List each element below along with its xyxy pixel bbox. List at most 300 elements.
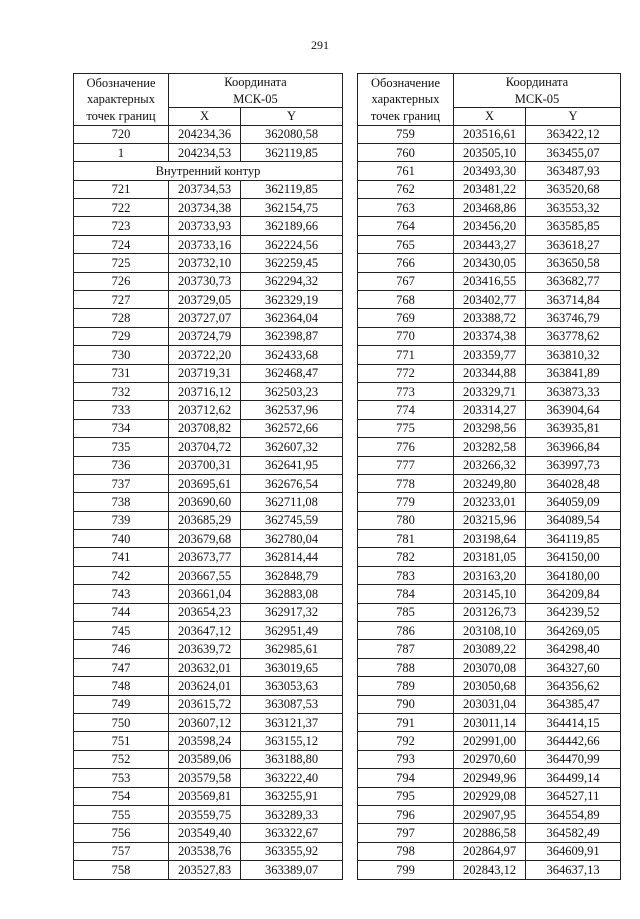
x-coordinate-cell: 203402,77 [454, 291, 526, 309]
table-row [74, 493, 343, 511]
table-row [74, 217, 343, 235]
x-coordinate-cell: 203559,75 [169, 805, 241, 823]
y-coordinate-cell: 363389,07 [241, 861, 343, 879]
y-coordinate-cell: 363553,32 [526, 199, 621, 217]
y-coordinate-cell: 362080,58 [241, 125, 343, 143]
x-coordinate-cell: 202949,96 [454, 769, 526, 787]
table-row [358, 364, 621, 382]
y-coordinate-cell: 364327,60 [526, 658, 621, 676]
point-number-cell: 750 [74, 714, 169, 732]
point-number-cell: 724 [74, 235, 169, 253]
point-number-cell: 792 [358, 732, 454, 750]
point-number-cell: 793 [358, 750, 454, 768]
y-coordinate-cell: 363019,65 [241, 658, 343, 676]
point-number-cell: 731 [74, 364, 169, 382]
y-coordinate-cell: 363422,12 [526, 125, 621, 143]
x-coordinate-cell: 203615,72 [169, 695, 241, 713]
table-row [74, 695, 343, 713]
y-coordinate-cell: 363121,37 [241, 714, 343, 732]
table-row [358, 493, 621, 511]
point-number-cell: 756 [74, 824, 169, 842]
point-number-cell: 796 [358, 805, 454, 823]
left-rows [74, 180, 343, 879]
x-coordinate-cell: 203700,31 [169, 456, 241, 474]
point-number-cell: 1 [74, 143, 169, 161]
x-coordinate-cell: 202929,08 [454, 787, 526, 805]
table-row [74, 750, 343, 768]
table-row [358, 309, 621, 327]
point-number-cell: 774 [358, 401, 454, 419]
y-coordinate-cell: 364150,00 [526, 548, 621, 566]
point-number-cell: 762 [358, 180, 454, 198]
y-coordinate-cell: 363487,93 [526, 162, 621, 180]
x-coordinate-cell: 202907,95 [454, 805, 526, 823]
point-number-cell: 748 [74, 677, 169, 695]
point-header-line3: точек границ [370, 108, 441, 123]
table-row [358, 603, 621, 621]
x-coordinate-cell: 203089,22 [454, 640, 526, 658]
y-coordinate-cell: 362154,75 [241, 199, 343, 217]
table-row [74, 364, 343, 382]
table-row [74, 658, 343, 676]
coordinate-header [169, 74, 343, 108]
point-number-cell: 797 [358, 824, 454, 842]
x-coordinate-cell: 203516,61 [454, 125, 526, 143]
point-number-cell: 733 [74, 401, 169, 419]
y-coordinate-cell: 362224,56 [241, 235, 343, 253]
x-coordinate-cell: 203632,01 [169, 658, 241, 676]
point-number-cell: 779 [358, 493, 454, 511]
y-coordinate-cell: 363714,84 [526, 291, 621, 309]
point-number-cell: 757 [74, 842, 169, 860]
x-coordinate-cell: 203679,68 [169, 530, 241, 548]
point-number-cell: 754 [74, 787, 169, 805]
x-coordinate-cell: 203716,12 [169, 382, 241, 400]
table-row [74, 566, 343, 584]
y-coordinate-cell: 364385,47 [526, 695, 621, 713]
y-coordinate-cell: 362780,04 [241, 530, 343, 548]
section-row [74, 162, 343, 180]
y-coordinate-cell: 362537,96 [241, 401, 343, 419]
x-coordinate-cell: 203729,05 [169, 291, 241, 309]
x-coordinate-cell: 202970,60 [454, 750, 526, 768]
table-row [74, 548, 343, 566]
y-coordinate-cell: 364298,40 [526, 640, 621, 658]
y-coordinate-cell: 363289,33 [241, 805, 343, 823]
x-coordinate-cell: 203673,77 [169, 548, 241, 566]
x-coordinate-cell: 203639,72 [169, 640, 241, 658]
table-row [74, 603, 343, 621]
x-coordinate-cell: 203704,72 [169, 438, 241, 456]
y-coordinate-cell: 363618,27 [526, 235, 621, 253]
y-coordinate-cell: 364180,00 [526, 566, 621, 584]
x-coordinate-cell: 203108,10 [454, 622, 526, 640]
y-coordinate-cell: 363873,33 [526, 382, 621, 400]
table-row [358, 805, 621, 823]
x-column-header: X [454, 108, 526, 126]
table-row [74, 456, 343, 474]
table-row [74, 714, 343, 732]
table-row [74, 805, 343, 823]
y-coordinate-cell: 363841,89 [526, 364, 621, 382]
table-row [74, 732, 343, 750]
x-coordinate-cell: 203579,58 [169, 769, 241, 787]
left-top-rows [74, 125, 343, 162]
x-coordinate-cell: 203730,73 [169, 272, 241, 290]
point-number-cell: 769 [358, 309, 454, 327]
table-row [358, 382, 621, 400]
y-coordinate-cell: 364499,14 [526, 769, 621, 787]
point-number-cell: 738 [74, 493, 169, 511]
table-row [74, 511, 343, 529]
x-coordinate-cell: 203685,29 [169, 511, 241, 529]
y-coordinate-cell: 363053,63 [241, 677, 343, 695]
x-coordinate-cell: 202991,00 [454, 732, 526, 750]
x-coordinate-cell: 203667,55 [169, 566, 241, 584]
point-number-cell: 771 [358, 346, 454, 364]
table-row [358, 677, 621, 695]
table-row [74, 530, 343, 548]
y-coordinate-cell: 362119,85 [241, 143, 343, 161]
point-number-cell: 761 [358, 162, 454, 180]
x-coordinate-cell: 203031,04 [454, 695, 526, 713]
point-number-cell: 786 [358, 622, 454, 640]
x-coordinate-cell: 203266,32 [454, 456, 526, 474]
x-coordinate-cell: 203712,62 [169, 401, 241, 419]
x-coordinate-cell: 203468,86 [454, 199, 526, 217]
x-coordinate-cell: 203314,27 [454, 401, 526, 419]
point-number-cell: 755 [74, 805, 169, 823]
point-number-cell: 720 [74, 125, 169, 143]
point-number-cell: 773 [358, 382, 454, 400]
x-coordinate-cell: 203589,06 [169, 750, 241, 768]
coordinate-header-line1: Координата [224, 75, 287, 89]
point-number-cell: 726 [74, 272, 169, 290]
point-number-cell: 749 [74, 695, 169, 713]
point-number-cell: 777 [358, 456, 454, 474]
x-coordinate-cell: 203607,12 [169, 714, 241, 732]
coordinate-header [454, 74, 621, 108]
point-number-cell: 732 [74, 382, 169, 400]
table-row [358, 640, 621, 658]
y-coordinate-cell: 362189,66 [241, 217, 343, 235]
point-number-cell: 789 [358, 677, 454, 695]
y-coordinate-cell: 363904,64 [526, 401, 621, 419]
x-coordinate-cell: 203456,20 [454, 217, 526, 235]
table-row [74, 309, 343, 327]
y-coordinate-cell: 363255,91 [241, 787, 343, 805]
section-title: Внутренний контур [74, 162, 343, 180]
y-coordinate-cell: 364637,13 [526, 861, 621, 879]
table-row [358, 199, 621, 217]
y-coordinate-cell: 362951,49 [241, 622, 343, 640]
x-coordinate-cell: 203493,30 [454, 162, 526, 180]
table-row [358, 346, 621, 364]
x-coordinate-cell: 204234,36 [169, 125, 241, 143]
x-coordinate-cell: 203145,10 [454, 585, 526, 603]
point-number-cell: 783 [358, 566, 454, 584]
y-coordinate-cell: 362607,32 [241, 438, 343, 456]
point-number-cell: 730 [74, 346, 169, 364]
y-coordinate-cell: 363997,73 [526, 456, 621, 474]
x-coordinate-cell: 203734,53 [169, 180, 241, 198]
x-coordinate-cell: 203733,93 [169, 217, 241, 235]
y-coordinate-cell: 363188,80 [241, 750, 343, 768]
y-coordinate-cell: 364119,85 [526, 530, 621, 548]
point-number-cell: 737 [74, 474, 169, 492]
table-row [74, 769, 343, 787]
table-row [358, 180, 621, 198]
table-row [358, 272, 621, 290]
y-coordinate-cell: 364527,11 [526, 787, 621, 805]
point-header-line3: точек границ [86, 108, 156, 123]
x-coordinate-cell: 203734,38 [169, 199, 241, 217]
y-coordinate-cell: 363682,77 [526, 272, 621, 290]
x-coordinate-cell: 203011,14 [454, 714, 526, 732]
table-row [358, 585, 621, 603]
table-row [358, 438, 621, 456]
x-coordinate-cell: 203443,27 [454, 235, 526, 253]
x-coordinate-cell: 203727,07 [169, 309, 241, 327]
point-number-cell: 795 [358, 787, 454, 805]
x-coordinate-cell: 203719,31 [169, 364, 241, 382]
y-coordinate-cell: 362883,08 [241, 585, 343, 603]
y-coordinate-cell: 363222,40 [241, 769, 343, 787]
point-number-cell: 744 [74, 603, 169, 621]
y-coordinate-cell: 364089,54 [526, 511, 621, 529]
table-row [74, 254, 343, 272]
x-coordinate-cell: 203215,96 [454, 511, 526, 529]
y-coordinate-cell: 363650,58 [526, 254, 621, 272]
x-coordinate-cell: 203654,23 [169, 603, 241, 621]
x-coordinate-cell: 203481,22 [454, 180, 526, 198]
table-row [358, 143, 621, 161]
y-coordinate-cell: 364442,66 [526, 732, 621, 750]
x-coordinate-cell: 203282,58 [454, 438, 526, 456]
y-coordinate-cell: 363355,92 [241, 842, 343, 860]
x-coordinate-cell: 203569,81 [169, 787, 241, 805]
point-number-cell: 721 [74, 180, 169, 198]
table-row [74, 419, 343, 437]
table-row [74, 401, 343, 419]
coordinate-header-line2: МСК-05 [514, 91, 560, 106]
y-coordinate-cell: 363778,62 [526, 327, 621, 345]
right-rows [358, 125, 621, 879]
point-number-cell: 798 [358, 842, 454, 860]
x-coordinate-cell: 203624,01 [169, 677, 241, 695]
point-number-cell: 768 [358, 291, 454, 309]
x-coordinate-cell: 203661,04 [169, 585, 241, 603]
x-coordinate-cell: 203198,64 [454, 530, 526, 548]
y-coordinate-cell: 362433,68 [241, 346, 343, 364]
table-row [358, 622, 621, 640]
x-coordinate-cell: 203388,72 [454, 309, 526, 327]
point-number-cell: 729 [74, 327, 169, 345]
table-row [74, 199, 343, 217]
y-coordinate-cell: 362294,32 [241, 272, 343, 290]
coordinates-table-left [73, 73, 343, 880]
table-row [358, 548, 621, 566]
table-row [358, 291, 621, 309]
y-coordinate-cell: 362917,32 [241, 603, 343, 621]
x-coordinate-cell: 203538,76 [169, 842, 241, 860]
x-coordinate-cell: 203181,05 [454, 548, 526, 566]
table-row [358, 714, 621, 732]
y-coordinate-cell: 364209,84 [526, 585, 621, 603]
point-header [74, 74, 169, 126]
point-number-cell: 736 [74, 456, 169, 474]
y-coordinate-cell: 363520,68 [526, 180, 621, 198]
x-coordinate-cell: 203549,40 [169, 824, 241, 842]
y-coordinate-cell: 363087,53 [241, 695, 343, 713]
table-row [358, 125, 621, 143]
y-coordinate-cell: 362641,95 [241, 456, 343, 474]
y-coordinate-cell: 362329,19 [241, 291, 343, 309]
y-coordinate-cell: 364470,99 [526, 750, 621, 768]
point-number-cell: 776 [358, 438, 454, 456]
table-row [74, 327, 343, 345]
section-row-group [74, 162, 343, 180]
point-number-cell: 775 [358, 419, 454, 437]
y-coordinate-cell: 363966,84 [526, 438, 621, 456]
point-number-cell: 781 [358, 530, 454, 548]
point-number-cell: 745 [74, 622, 169, 640]
x-coordinate-cell: 203374,38 [454, 327, 526, 345]
table-row [74, 346, 343, 364]
x-coordinate-cell: 203598,24 [169, 732, 241, 750]
table-row [358, 254, 621, 272]
point-header-line2: характерных [371, 92, 440, 106]
table-row [358, 750, 621, 768]
x-coordinate-cell: 202843,12 [454, 861, 526, 879]
x-coordinate-cell: 203430,05 [454, 254, 526, 272]
table-row [74, 622, 343, 640]
table-row [74, 842, 343, 860]
x-coordinate-cell: 203163,20 [454, 566, 526, 584]
y-coordinate-cell: 362711,08 [241, 493, 343, 511]
table-row [74, 677, 343, 695]
point-number-cell: 791 [358, 714, 454, 732]
x-coordinate-cell: 203724,79 [169, 327, 241, 345]
y-coordinate-cell: 364028,48 [526, 474, 621, 492]
point-number-cell: 782 [358, 548, 454, 566]
x-coordinate-cell: 203708,82 [169, 419, 241, 437]
y-coordinate-cell: 363746,79 [526, 309, 621, 327]
table-row [74, 585, 343, 603]
point-number-cell: 753 [74, 769, 169, 787]
x-coordinate-cell: 203050,68 [454, 677, 526, 695]
y-coordinate-cell: 362572,66 [241, 419, 343, 437]
y-coordinate-cell: 362364,04 [241, 309, 343, 327]
point-number-cell: 765 [358, 235, 454, 253]
coordinate-header-line1: Координата [505, 75, 569, 89]
x-coordinate-cell: 203527,83 [169, 861, 241, 879]
point-number-cell: 778 [358, 474, 454, 492]
y-coordinate-cell: 363322,67 [241, 824, 343, 842]
point-number-cell: 760 [358, 143, 454, 161]
table-row [74, 382, 343, 400]
x-coordinate-cell: 203233,01 [454, 493, 526, 511]
y-coordinate-cell: 364554,89 [526, 805, 621, 823]
y-coordinate-cell: 363585,85 [526, 217, 621, 235]
x-coordinate-cell: 203344,88 [454, 364, 526, 382]
table-row [74, 861, 343, 879]
point-number-cell: 735 [74, 438, 169, 456]
point-number-cell: 766 [358, 254, 454, 272]
x-coordinate-cell: 203298,56 [454, 419, 526, 437]
point-number-cell: 772 [358, 364, 454, 382]
x-coordinate-cell: 203249,80 [454, 474, 526, 492]
y-coordinate-cell: 364269,05 [526, 622, 621, 640]
x-coordinate-cell: 203359,77 [454, 346, 526, 364]
point-number-cell: 725 [74, 254, 169, 272]
point-number-cell: 727 [74, 291, 169, 309]
x-coordinate-cell: 203126,73 [454, 603, 526, 621]
x-coordinate-cell: 203505,10 [454, 143, 526, 161]
table-row [358, 401, 621, 419]
table-row [74, 235, 343, 253]
x-coordinate-cell: 202886,58 [454, 824, 526, 842]
point-header-line1: Обозначение [86, 75, 156, 90]
y-coordinate-cell: 362259,45 [241, 254, 343, 272]
y-coordinate-cell: 362985,61 [241, 640, 343, 658]
point-number-cell: 751 [74, 732, 169, 750]
point-number-cell: 739 [74, 511, 169, 529]
point-header-line1: Обозначение [370, 75, 441, 90]
y-coordinate-cell: 363810,32 [526, 346, 621, 364]
y-coordinate-cell: 364059,09 [526, 493, 621, 511]
coordinate-header-line2: МСК-05 [233, 91, 278, 106]
table-row [358, 530, 621, 548]
point-number-cell: 790 [358, 695, 454, 713]
point-number-cell: 723 [74, 217, 169, 235]
table-row [74, 474, 343, 492]
y-coordinate-cell: 364356,62 [526, 677, 621, 695]
y-coordinate-cell: 362745,59 [241, 511, 343, 529]
x-coordinate-cell: 203416,55 [454, 272, 526, 290]
page-number: 291 [311, 38, 329, 52]
point-number-cell: 763 [358, 199, 454, 217]
y-coordinate-cell: 364414,15 [526, 714, 621, 732]
table-row [74, 787, 343, 805]
y-coordinate-cell: 363935,81 [526, 419, 621, 437]
table-row [358, 474, 621, 492]
table-row [74, 180, 343, 198]
table-row [358, 235, 621, 253]
table-row [74, 640, 343, 658]
table-row [74, 143, 343, 161]
table-row [74, 824, 343, 842]
y-coordinate-cell: 362676,54 [241, 474, 343, 492]
table-row [358, 732, 621, 750]
y-coordinate-cell: 362398,87 [241, 327, 343, 345]
point-number-cell: 746 [74, 640, 169, 658]
coordinates-table-right [357, 73, 621, 880]
point-number-cell: 734 [74, 419, 169, 437]
point-number-cell: 743 [74, 585, 169, 603]
y-column-header: Y [526, 108, 621, 126]
y-coordinate-cell: 364609,91 [526, 842, 621, 860]
x-coordinate-cell: 203732,10 [169, 254, 241, 272]
y-coordinate-cell: 362814,44 [241, 548, 343, 566]
y-coordinate-cell: 364582,49 [526, 824, 621, 842]
point-number-cell: 767 [358, 272, 454, 290]
x-coordinate-cell: 202864,97 [454, 842, 526, 860]
point-number-cell: 799 [358, 861, 454, 879]
x-coordinate-cell: 203647,12 [169, 622, 241, 640]
table-row [358, 456, 621, 474]
point-number-cell: 740 [74, 530, 169, 548]
